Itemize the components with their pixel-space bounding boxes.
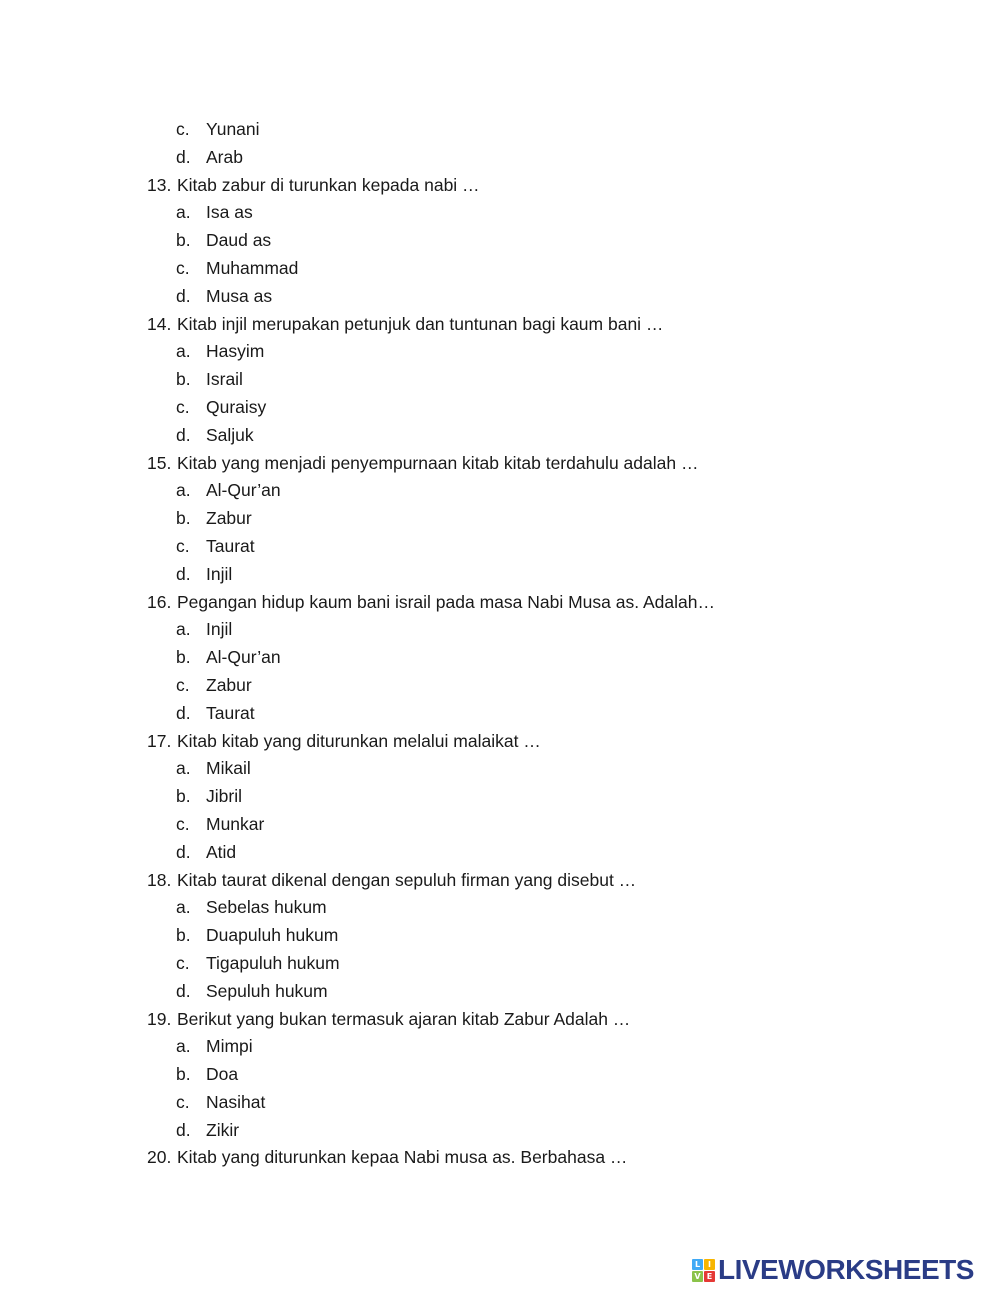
question-number: 16.	[147, 591, 172, 612]
answer-option	[0, 644, 1000, 672]
option-text: Zabur	[206, 508, 252, 529]
option-text: Quraisy	[206, 396, 267, 417]
option-text: Daud as	[206, 230, 272, 251]
liveworksheets-logo-icon	[692, 1259, 715, 1282]
logo-tile-e: E	[704, 1271, 715, 1282]
option-letter: d.	[176, 841, 191, 862]
answer-option	[0, 700, 1000, 728]
option-text: Zikir	[206, 1119, 240, 1140]
option-letter: a.	[176, 1036, 191, 1057]
option-text: Al-Qur’an	[206, 480, 281, 501]
option-letter: c.	[176, 1091, 190, 1112]
logo-tile-i: I	[704, 1259, 715, 1270]
answer-option	[0, 783, 1000, 811]
question-number: 19.	[147, 1008, 172, 1029]
answer-option	[0, 1061, 1000, 1089]
answer-option	[0, 144, 1000, 172]
option-letter: a.	[176, 619, 191, 640]
answer-option	[0, 199, 1000, 227]
option-text: Hasyim	[206, 341, 265, 362]
option-letter: a.	[176, 480, 191, 501]
question-line	[0, 450, 1000, 478]
answer-option	[0, 672, 1000, 700]
question-text: Kitab yang menjadi penyempurnaan kitab kitab terdahulu adalah …	[177, 452, 699, 473]
option-text: Munkar	[206, 813, 265, 834]
option-letter: c.	[176, 952, 190, 973]
option-text: Mimpi	[206, 1036, 253, 1057]
answer-option	[0, 116, 1000, 144]
question-text: Berikut yang bukan termasuk ajaran kitab Zabur Adalah …	[177, 1008, 631, 1029]
question-line	[0, 867, 1000, 895]
liveworksheets-brand	[692, 1256, 974, 1284]
answer-option	[0, 950, 1000, 978]
option-text: Jibril	[206, 786, 242, 807]
option-letter: d.	[176, 424, 191, 445]
option-letter: c.	[176, 396, 190, 417]
option-text: Musa as	[206, 285, 273, 306]
option-letter: a.	[176, 758, 191, 779]
option-text: Muhammad	[206, 257, 299, 278]
answer-option	[0, 1033, 1000, 1061]
option-letter: b.	[176, 508, 191, 529]
option-text: Zabur	[206, 674, 252, 695]
answer-option	[0, 366, 1000, 394]
answer-option	[0, 477, 1000, 505]
option-letter: b.	[176, 786, 191, 807]
question-text: Pegangan hidup kaum bani israil pada masa Nabi Musa as. Adalah…	[177, 591, 715, 612]
option-text: Israil	[206, 369, 243, 390]
option-text: Tigapuluh hukum	[206, 952, 340, 973]
option-letter: b.	[176, 230, 191, 251]
option-letter: b.	[176, 647, 191, 668]
answer-option	[0, 755, 1000, 783]
option-text: Atid	[206, 841, 237, 862]
option-text: Taurat	[206, 702, 255, 723]
question-text: Kitab zabur di turunkan kepada nabi …	[177, 174, 480, 195]
question-number: 20.	[147, 1147, 172, 1168]
question-number: 17.	[147, 730, 172, 751]
question-line	[0, 1006, 1000, 1034]
question-line	[0, 311, 1000, 339]
question-line	[0, 728, 1000, 756]
question-line	[0, 172, 1000, 200]
question-number: 13.	[147, 174, 172, 195]
option-letter: d.	[176, 563, 191, 584]
answer-option	[0, 394, 1000, 422]
option-text: Al-Qur’an	[206, 647, 281, 668]
option-text: Isa as	[206, 202, 253, 223]
option-text: Arab	[206, 146, 243, 167]
question-number: 14.	[147, 313, 172, 334]
option-letter: c.	[176, 119, 190, 139]
option-letter: a.	[176, 341, 191, 362]
answer-option	[0, 616, 1000, 644]
option-letter: c.	[176, 813, 190, 834]
worksheet-page	[0, 116, 1000, 1172]
logo-tile-l: L	[692, 1259, 703, 1270]
answer-option	[0, 227, 1000, 255]
answer-option	[0, 978, 1000, 1006]
option-letter: d.	[176, 702, 191, 723]
answer-option	[0, 811, 1000, 839]
option-text: Saljuk	[206, 424, 254, 445]
option-text: Doa	[206, 1064, 239, 1085]
question-text: Kitab taurat dikenal dengan sepuluh firman yang disebut …	[177, 869, 637, 890]
answer-option	[0, 839, 1000, 867]
question-text: Kitab kitab yang diturunkan melalui malaikat …	[177, 730, 541, 751]
question-number: 18.	[147, 869, 172, 890]
answer-option	[0, 338, 1000, 366]
answer-option	[0, 255, 1000, 283]
option-text: Mikail	[206, 758, 251, 779]
option-text: Nasihat	[206, 1091, 266, 1112]
option-text: Injil	[206, 563, 233, 584]
option-letter: d.	[176, 980, 191, 1001]
option-text: Yunani	[206, 119, 260, 139]
option-letter: d.	[176, 146, 191, 167]
brand-wordmark: LIVEWORKSHEETS	[718, 1254, 974, 1285]
answer-option	[0, 283, 1000, 311]
option-letter: b.	[176, 925, 191, 946]
question-number: 15.	[147, 452, 172, 473]
option-letter: b.	[176, 369, 191, 390]
answer-option	[0, 533, 1000, 561]
answer-option	[0, 561, 1000, 589]
option-text: Taurat	[206, 535, 255, 556]
answer-option	[0, 1089, 1000, 1117]
question-line	[0, 1144, 1000, 1172]
option-text: Sebelas hukum	[206, 897, 327, 918]
option-letter: d.	[176, 285, 191, 306]
option-letter: b.	[176, 1064, 191, 1085]
option-text: Injil	[206, 619, 233, 640]
answer-option	[0, 505, 1000, 533]
option-text: Duapuluh hukum	[206, 925, 339, 946]
answer-option	[0, 894, 1000, 922]
question-text: Kitab yang diturunkan kepaa Nabi musa as. Berbahasa …	[177, 1147, 628, 1168]
answer-option	[0, 922, 1000, 950]
answer-option	[0, 1117, 1000, 1145]
option-letter: c.	[176, 674, 190, 695]
option-letter: a.	[176, 202, 191, 223]
question-line	[0, 589, 1000, 617]
logo-tile-v: V	[692, 1271, 703, 1282]
option-letter: c.	[176, 535, 190, 556]
option-text: Sepuluh hukum	[206, 980, 328, 1001]
question-text: Kitab injil merupakan petunjuk dan tuntunan bagi kaum bani …	[177, 313, 664, 334]
option-letter: c.	[176, 257, 190, 278]
answer-option	[0, 422, 1000, 450]
option-letter: a.	[176, 897, 191, 918]
option-letter: d.	[176, 1119, 191, 1140]
